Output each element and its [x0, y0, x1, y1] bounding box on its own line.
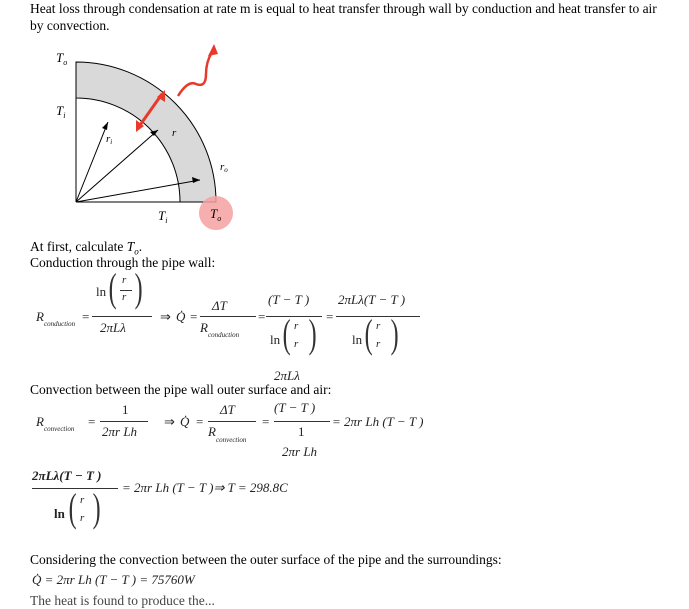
equation-result: 2πLλ(T − T ) ln ( r r ) = 2πr Lh (T − T )⇒ T = 298.8C [32, 468, 288, 530]
label-ro: ro [220, 161, 228, 174]
cutoff-text: The heat is found to produce the... [30, 593, 215, 608]
heat-loss-arrow [178, 52, 212, 96]
label-to-bottom: $T_o$ [210, 206, 222, 223]
convection-heading: Convection between the pipe wall outer surface and air: [30, 382, 332, 397]
label-ti-left: $T_i$ [56, 103, 66, 120]
intro-paragraph [30, 0, 680, 34]
equation-convection: R convection = 1 2πr Lh ⇒ Q̇ = ΔT R convection = (T − T ) 1 2πr Lh = 2πr Lh (T − T ) [36, 400, 424, 459]
intro-line1: Heat loss through condensation at rate m is equal to heat transfer through wall by conduction and heat transfer to air [30, 1, 657, 16]
label-r: r [172, 127, 177, 139]
pipe-wall-figure [40, 40, 260, 235]
ri-arrow [76, 122, 108, 202]
label-to-top: $T_o$ [56, 50, 68, 67]
r-arrow [76, 130, 158, 202]
final-text: Considering the convection between the outer surface of the pipe and the surroundings: [30, 552, 502, 567]
equation-final: Q̇ = 2πr Lh (T − T ) = 75760W [32, 572, 195, 587]
label-ti-bottom: $T_i$ [158, 208, 168, 225]
step1-text: At first, calculate $T_o$. [30, 239, 143, 257]
label-ri: ri [106, 133, 113, 146]
equation-conduction: R conduction = ln ( r r ) 2πLλ ⇒ Q̇ = ΔT R conduction = (T − T ) ln ( r r ) = 2πLλ(T − T ) ln ( r r ) 2πLλ [30, 272, 450, 382]
intro-line2: by convection. [30, 18, 110, 33]
conduction-heading: Conduction through the pipe wall: [30, 255, 216, 270]
